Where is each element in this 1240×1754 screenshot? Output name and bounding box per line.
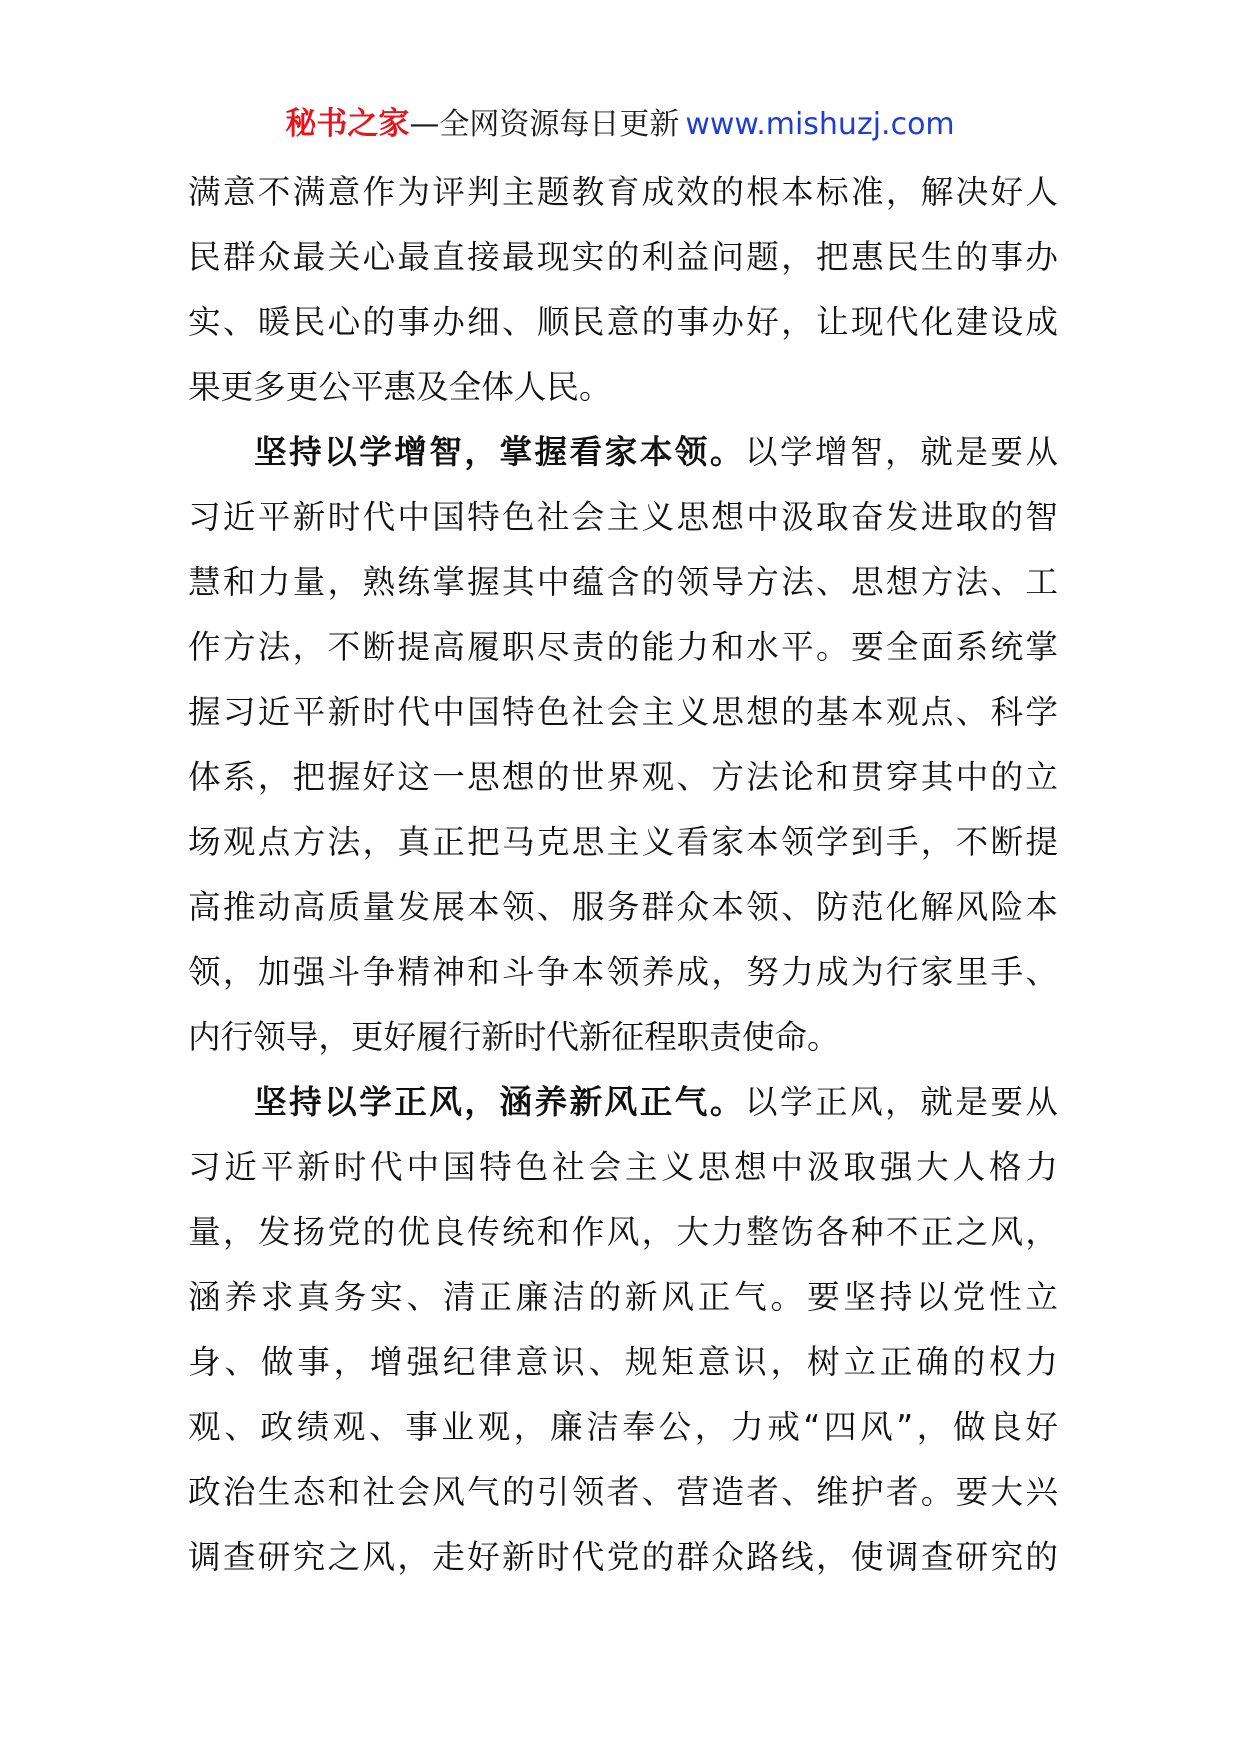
body-line: 政治生态和社会风气的引领者、营造者、维护者。要大兴 [188, 1473, 1058, 1511]
body-line: 慧和力量，熟练掌握其中蕴含的领导方法、思想方法、工 [188, 563, 1058, 601]
paragraph-text: 以学正风，就是要从 [744, 1083, 1058, 1121]
body-line: 握习近平新时代中国特色社会主义思想的基本观点、科学 [188, 693, 1058, 731]
body-line: 调查研究之风，走好新时代党的群众路线，使调查研究的 [188, 1538, 1058, 1576]
body-line: 民群众最关心最直接最现实的利益问题，把惠民生的事办 [188, 238, 1058, 276]
body-line: 果更多更公平惠及全体人民。 [188, 368, 612, 406]
paragraph-lead: 坚持以学正风，涵养新风正气。 [254, 1083, 745, 1121]
page-header [0, 102, 1240, 146]
document-body [188, 160, 1058, 1590]
body-line: 实、暖民心的事办细、顺民意的事办好，让现代化建设成 [188, 303, 1058, 341]
body-line: 场观点方法，真正把马克思主义看家本领学到手，不断提 [188, 823, 1058, 861]
body-line: 体系，把握好这一思想的世界观、方法论和贯穿其中的立 [188, 758, 1058, 796]
body-line: 观、政绩观、事业观，廉洁奉公，力戒“四风”，做良好 [188, 1408, 1058, 1446]
paragraph-first-line [188, 420, 1058, 485]
body-line: 身、做事，增强纪律意识、规矩意识，树立正确的权力 [188, 1343, 1058, 1381]
header-brand: 秘书之家 [285, 106, 410, 142]
body-line: 内行领导，更好履行新时代新征程职责使命。 [188, 1018, 840, 1056]
header-slogan: —全网资源每日更新 [409, 107, 680, 142]
paragraph-first-line [188, 1070, 1058, 1135]
header-site-link[interactable]: www.mishuzj.com [685, 107, 955, 142]
body-line: 高推动高质量发展本领、服务群众本领、防范化解风险本 [188, 888, 1058, 926]
body-line: 量，发扬党的优良传统和作风，大力整饬各种不正之风， [188, 1213, 1058, 1251]
body-line: 习近平新时代中国特色社会主义思想中汲取强大人格力 [188, 1148, 1058, 1186]
paragraph-lead: 坚持以学增智，掌握看家本领。 [254, 433, 745, 471]
body-line: 作方法，不断提高履职尽责的能力和水平。要全面系统掌 [188, 628, 1058, 666]
body-line: 涵养求真务实、清正廉洁的新风正气。要坚持以党性立 [188, 1278, 1058, 1316]
body-line: 满意不满意作为评判主题教育成效的根本标准，解决好人 [188, 173, 1058, 211]
body-line: 领，加强斗争精神和斗争本领养成，努力成为行家里手、 [188, 953, 1058, 991]
paragraph-text: 以学增智，就是要从 [744, 433, 1058, 471]
body-line: 习近平新时代中国特色社会主义思想中汲取奋发进取的智 [188, 498, 1058, 536]
